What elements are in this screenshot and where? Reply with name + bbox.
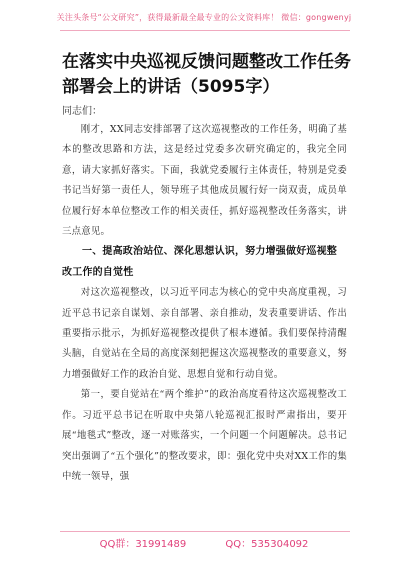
footer-qq: QQ：535304092 (225, 539, 309, 550)
footer-divider (60, 531, 350, 532)
header-divider (60, 30, 350, 31)
document-body (62, 120, 347, 487)
footer (0, 535, 408, 550)
document-title: 在落实中央巡视反馈问题整改工作任务部署会上的讲话（5095字） (62, 52, 351, 97)
greeting: 同志们： (62, 106, 102, 117)
header-banner: 关注头条号“公文研究”，获得最新最全最专业的公文资料库！ 微信：gongwenyj (56, 13, 352, 22)
paragraph-section-1: 对这次巡视整改，以习近平同志为核心的党中央高度重视，习近平总书记亲自谋划、亲自部署、亲自推动，发表重要讲话、作出重要指示批示，为抓好巡视整改提供了根本遵循。我们要保持清醒头脑，自觉站在全局的高度深刻把握这次巡视整改的重要意义，努力增强做好工作的政治自觉、思想自觉和行动自觉。 (62, 287, 347, 380)
paragraph-intro: 刚才，XX同志安排部署了这次巡视整改的工作任务，明确了基本的整改思路和方法，这是经过党委多次研究确定的，我完全同意，请大家抓好落实。下面，我就党委履行主体责任，特别是党委书记当好第一责任人，领导班子其他成员履行好一岗双责，成员单位履行好本单位整改工作的相关责任，抓好巡视整改任务落实，讲三点意见。 (62, 124, 347, 238)
paragraph-point-1: 第一，要自觉站在“两个维护”的政治高度看待这次巡视整改工作。习近平总书记在听取中央第八轮巡视汇报时严肃指出，要开展“地毯式”整改，逐一对账落实，一个问题一个问题解决。总书记突出强调了“五个强化”的整改要求，即：强化党中央对XX工作的集中统一领导，强 (62, 389, 347, 482)
section-heading-1: 一、提高政治站位、深化思想认识，努力增强做好巡视整改工作的自觉性 (62, 246, 337, 278)
footer-qq-group: QQ群：31991489 (99, 539, 187, 550)
